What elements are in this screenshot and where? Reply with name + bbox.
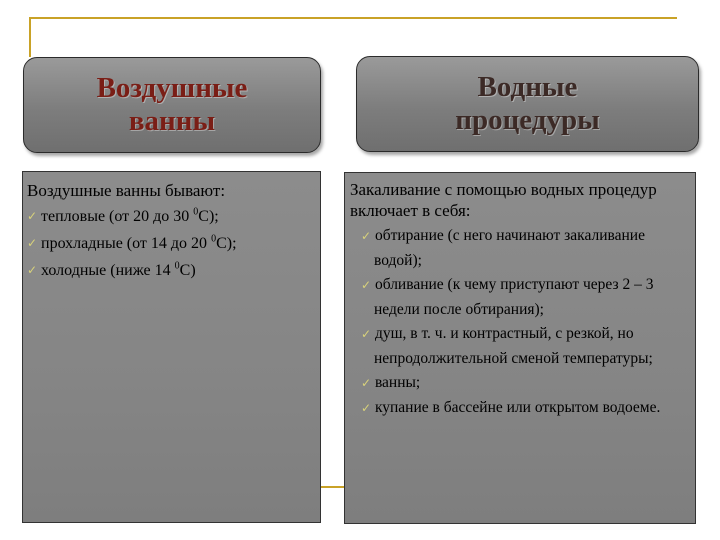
water-procedures-intro: Закаливание с помощью водных процедур включает в себя: xyxy=(350,180,657,220)
air-baths-title-line-2: ванны xyxy=(128,105,216,137)
water-procedures-list xyxy=(350,224,687,420)
left-decor-line xyxy=(29,17,31,57)
air-baths-intro: Воздушные ванны бывают: xyxy=(27,181,226,200)
top-decor-line xyxy=(29,17,677,19)
water-procedures-header xyxy=(356,56,699,152)
list-item: ✓ прохладные (от 14 до 20 $^0$С); xyxy=(27,230,316,257)
list-item: ✓ холодные (ниже 14 $^0$С) xyxy=(27,257,316,284)
air-baths-header xyxy=(23,57,321,153)
water-procedures-title-line-2: процедуры xyxy=(455,104,600,136)
air-baths-title-line-1: Воздушные xyxy=(96,72,248,104)
water-procedures-panel xyxy=(344,172,696,524)
check-icon: ✓ xyxy=(27,209,38,223)
check-icon: ✓ xyxy=(361,278,372,292)
check-icon: ✓ xyxy=(361,327,372,341)
air-baths-panel xyxy=(22,171,321,523)
check-icon: ✓ xyxy=(361,376,372,390)
list-item: ✓ купание в бассейне или открытом водоеме. xyxy=(361,398,661,416)
check-icon: ✓ xyxy=(27,236,38,250)
list-item: ✓ тепловые (от 20 до 30 $^0$С); xyxy=(27,203,316,230)
check-icon: ✓ xyxy=(27,263,38,277)
air-baths-list xyxy=(27,203,316,284)
list-item: ✓ ванны; xyxy=(361,374,421,391)
list-item: ✓ обтирание (с него начинают закаливание водой); xyxy=(361,227,645,269)
list-item: ✓ душ, в т. ч. и контрастный, с резкой, но непродолжительной сменой температуры; xyxy=(361,325,653,367)
bottom-decor-line xyxy=(321,486,344,488)
water-procedures-title-line-1: Водные xyxy=(477,71,578,103)
check-icon: ✓ xyxy=(361,400,372,415)
list-item: ✓ обливание (к чему приступают через 2 – 3 недели после обтирания); xyxy=(361,276,654,318)
check-icon: ✓ xyxy=(361,229,372,243)
